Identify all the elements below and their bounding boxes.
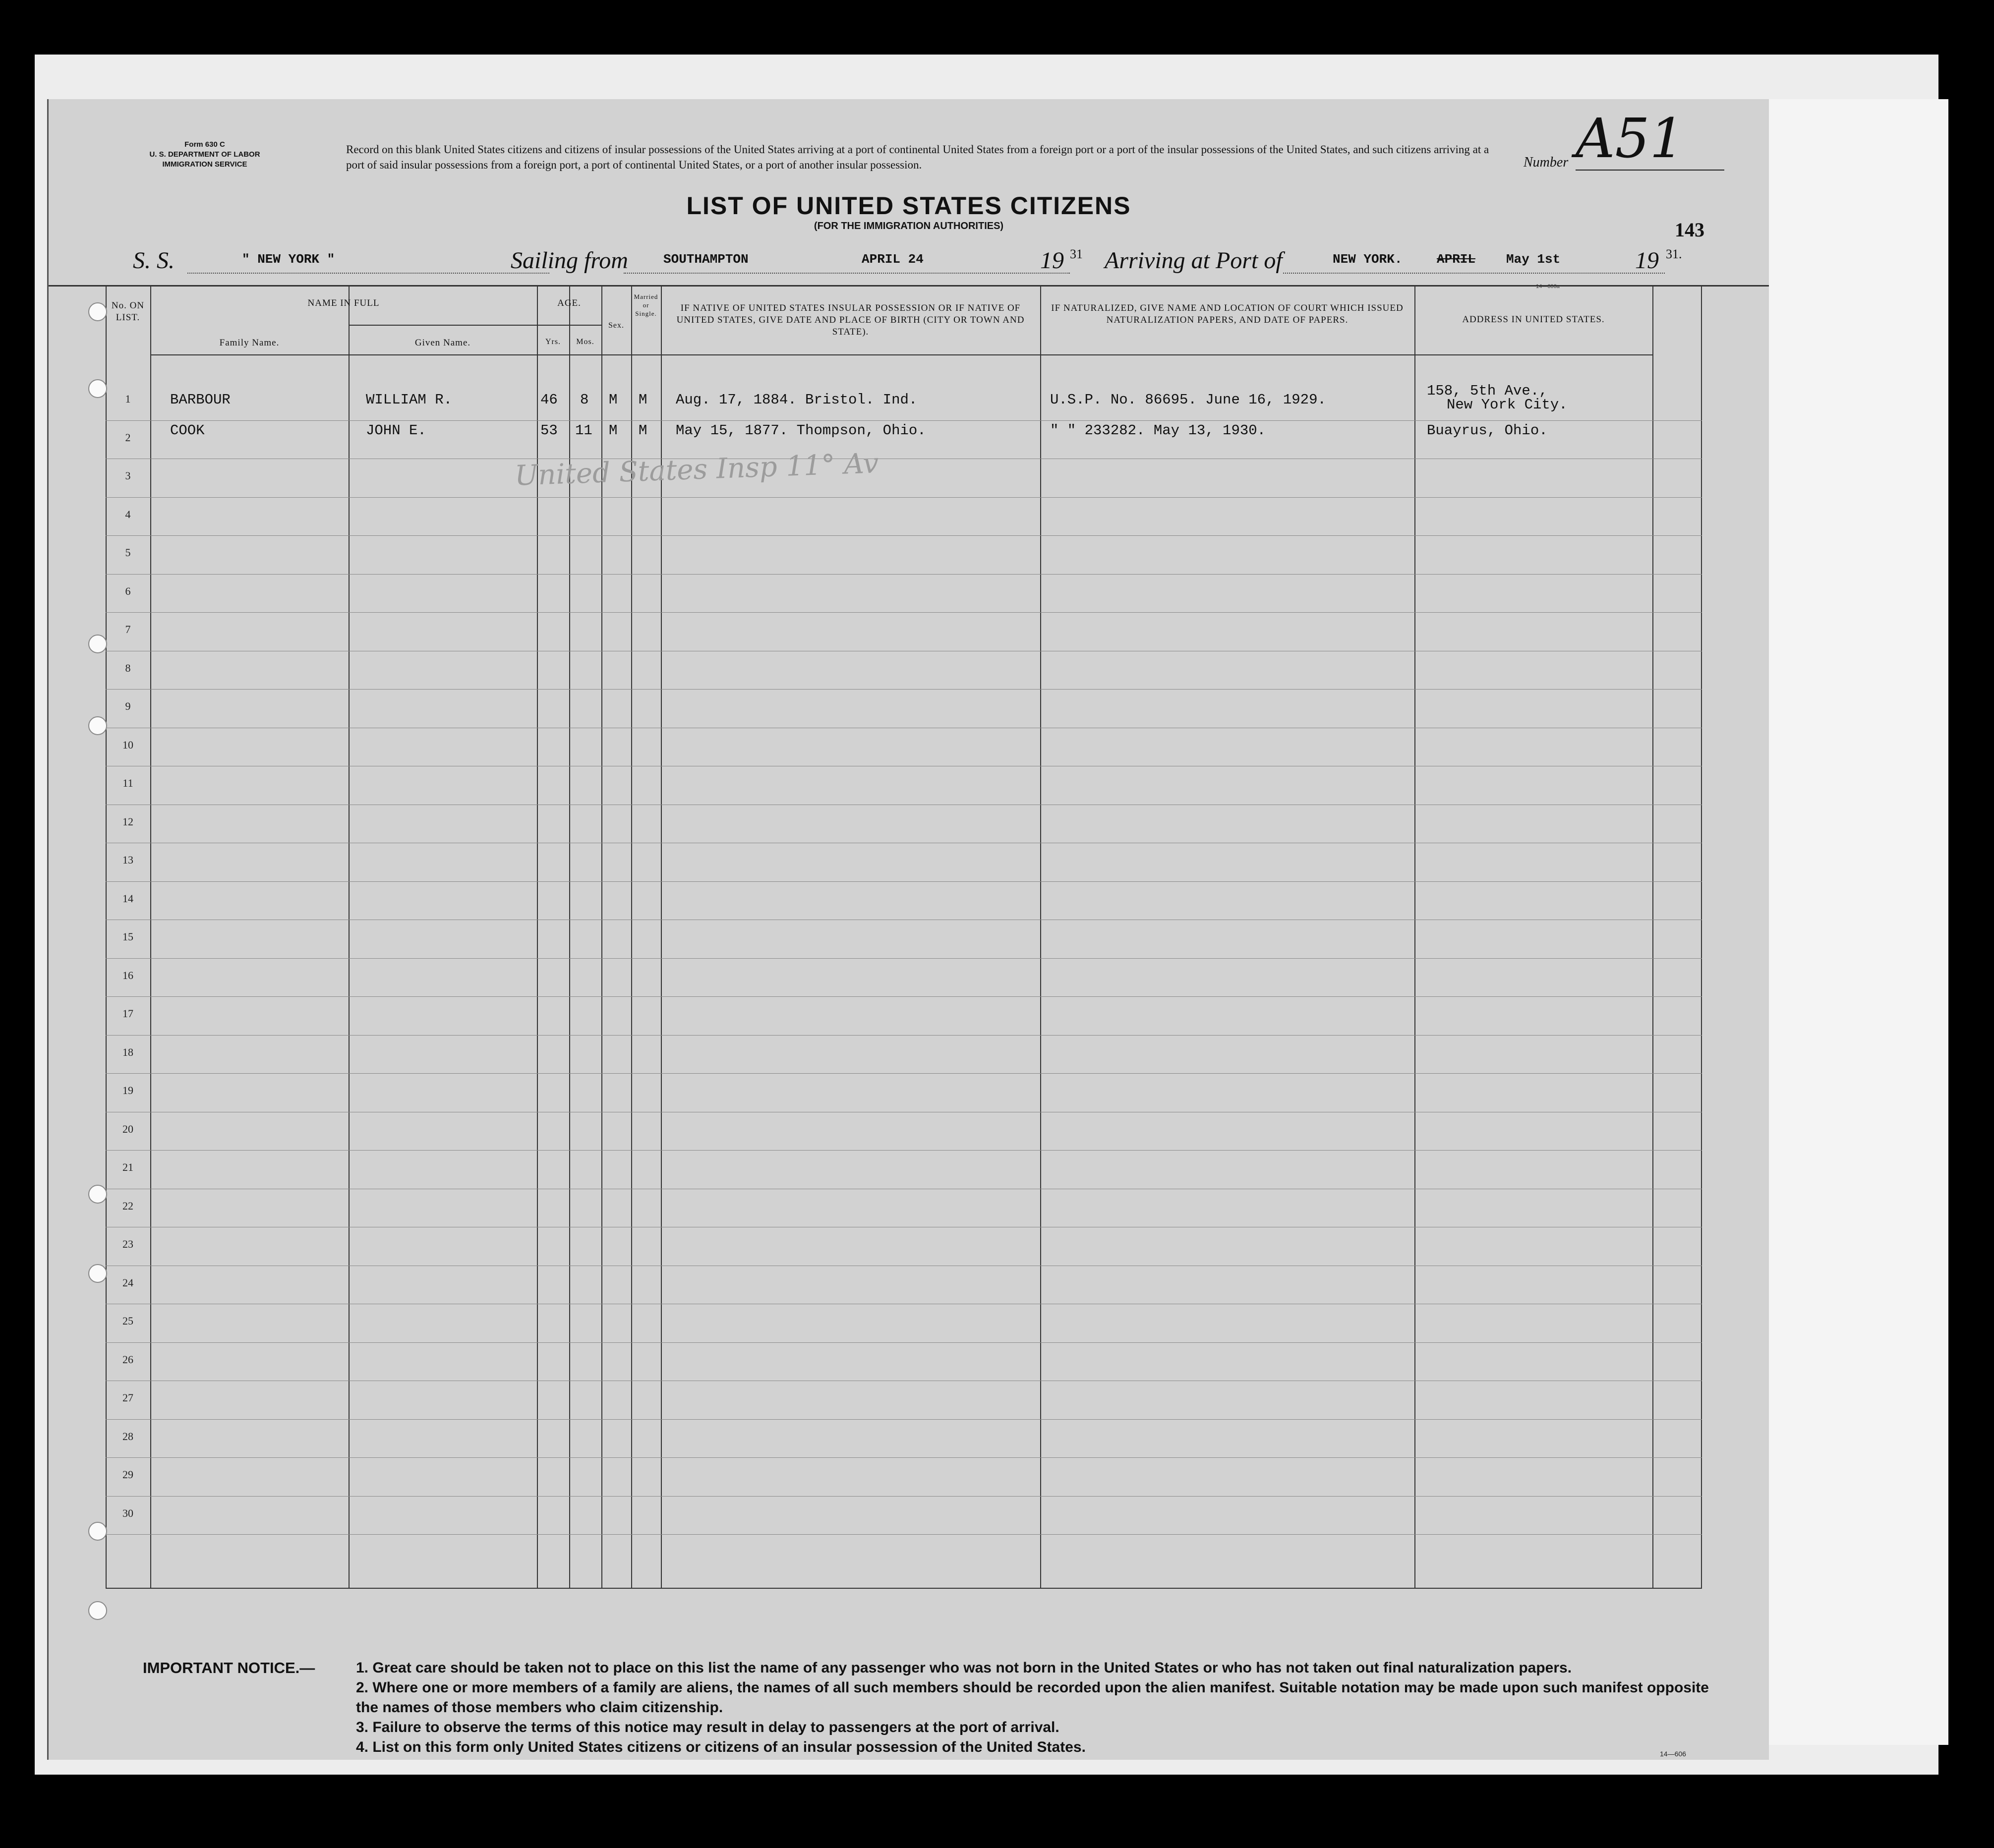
row-rule (106, 497, 1702, 498)
row-rule (106, 881, 1702, 882)
address-line-1: Buayrus, Ohio. (1427, 422, 1548, 439)
arrival-line (1283, 273, 1665, 274)
important-notice (143, 1658, 1729, 1757)
name-subheader-rule (349, 325, 537, 326)
family-name-cell: COOK (170, 422, 205, 439)
age-yrs-cell: 46 (540, 392, 558, 408)
sailing-label: Sailing from (511, 247, 628, 274)
header-name-in-full: NAME IN FULL (307, 298, 380, 308)
header-given-name: Given Name. (414, 338, 471, 348)
col-divider (349, 285, 350, 1589)
birth-cell: May 15, 1877. Thompson, Ohio. (676, 422, 926, 439)
header-married-single: Married or Single. (634, 293, 658, 317)
row-rule (106, 420, 1702, 421)
notice-item-1: 1. Great care should be taken not to place on this list the name of any passenger who was not born in the United States or who has not taken out final naturalization papers. (356, 1660, 1572, 1676)
row-number: 4 (125, 508, 131, 520)
row-rule (106, 1496, 1702, 1497)
arriving-label: Arriving at Port of (1105, 247, 1283, 274)
notice-item-3: 3. Failure to observe the terms of this notice may result in delay to passengers at the port of arrival. (356, 1719, 1059, 1735)
row-number: 24 (122, 1276, 133, 1289)
arrival-year: 31. (1666, 247, 1682, 261)
row-number: 2 (125, 431, 131, 444)
row-number: 9 (125, 700, 131, 712)
binder-hole (88, 1522, 107, 1541)
row-number: 7 (125, 623, 131, 635)
row-rule (106, 1073, 1702, 1074)
family-name-cell: BARBOUR (170, 392, 231, 408)
arrival-port: NEW YORK. (1333, 252, 1403, 267)
row-number: 14 (122, 892, 133, 905)
notice-label: IMPORTANT NOTICE.— (143, 1659, 315, 1676)
header-bottom-rule (150, 354, 1652, 355)
notice-item-2: 2. Where one or more members of a family are aliens, the names of all such members should be recorded upon the alien manifest. Suitable notation may be made upon such manifest opposite the names of those members who claim citizenship. (356, 1679, 1709, 1716)
arrival-date: May 1st (1506, 252, 1561, 267)
row-rule (106, 535, 1702, 536)
naturalization-cell: U.S.P. No. 86695. June 16, 1929. (1050, 392, 1326, 408)
binder-hole (88, 379, 107, 398)
sex-cell: M (609, 422, 618, 439)
col-divider (1414, 285, 1415, 1589)
page-number: 143 (1675, 219, 1704, 241)
manifest-page (47, 99, 1769, 1760)
footer-code: 14—606 (1660, 1750, 1686, 1758)
row-number: 10 (122, 738, 133, 751)
sailing-line (624, 273, 1070, 274)
row-number: 23 (122, 1238, 133, 1250)
row-number: 13 (122, 854, 133, 866)
col-divider (150, 285, 151, 1589)
form-number: Form 630 C (184, 140, 225, 149)
married-cell: M (639, 392, 647, 408)
given-name-cell: JOHN E. (366, 422, 426, 439)
birth-cell: Aug. 17, 1884. Bristol. Ind. (676, 392, 918, 408)
header-mos: Mos. (576, 338, 594, 346)
handwritten-inspector-note: United States Insp 11° Av (514, 447, 880, 492)
manifest-table (106, 285, 1702, 1589)
married-cell: M (639, 422, 647, 439)
notice-item-4: 4. List on this form only United States citizens or citizens of an insular possession of the United States. (356, 1739, 1086, 1755)
row-number: 25 (122, 1315, 133, 1327)
ship-name: " NEW YORK " (242, 252, 335, 267)
form-id (116, 140, 294, 170)
row-number: 15 (122, 930, 133, 943)
sex-cell: M (609, 392, 618, 408)
arrival-year-prefix: 19 (1635, 247, 1659, 274)
header-birth: IF NATIVE OF UNITED STATES INSULAR POSSESSION OR IF NATIVE OF UNITED STATES, GIVE DATE AND PLACE OF BIRTH (CITY OR TOWN AND STATE). (676, 303, 1025, 337)
sailing-year-prefix: 19 (1040, 247, 1064, 274)
ship-line (187, 273, 549, 274)
address-line-2: New York City. (1447, 397, 1568, 413)
row-rule (106, 958, 1702, 959)
row-number: 12 (122, 815, 133, 828)
header-naturalization: IF NATURALIZED, GIVE NAME AND LOCATION OF COURT WHICH ISSUED NATURALIZATION PAPERS, AND DATE OF PAPERS. (1051, 303, 1404, 325)
row-number: 16 (122, 969, 133, 982)
col-divider (1652, 285, 1653, 1589)
col-divider (1040, 285, 1041, 1589)
row-number: 27 (122, 1391, 133, 1404)
row-number: 18 (122, 1045, 133, 1058)
notice-items (143, 1658, 1729, 1757)
row-number: 3 (125, 469, 131, 482)
naturalization-cell: " " 233282. May 13, 1930. (1050, 422, 1266, 439)
ss-label: S. S. (133, 247, 175, 274)
age-mos-cell: 8 (580, 392, 589, 408)
age-yrs-cell: 53 (540, 422, 558, 439)
header-yrs: Yrs. (545, 338, 561, 346)
row-rule (106, 1035, 1702, 1036)
row-number: 6 (125, 584, 131, 597)
row-number: 11 (122, 777, 133, 789)
row-number: 8 (125, 661, 131, 674)
row-number: 20 (122, 1122, 133, 1135)
row-rule (106, 689, 1702, 690)
header-address: ADDRESS IN UNITED STATES. (1462, 314, 1605, 325)
number-underline (1576, 170, 1724, 171)
row-number: 26 (122, 1353, 133, 1366)
row-number: 28 (122, 1430, 133, 1443)
number-label: Number (1524, 155, 1569, 170)
row-rule (106, 574, 1702, 575)
given-name-cell: WILLIAM R. (366, 392, 453, 408)
binder-hole (88, 1185, 107, 1204)
row-number: 29 (122, 1468, 133, 1481)
row-number: 21 (122, 1161, 133, 1173)
binder-hole (88, 302, 107, 321)
row-number: 5 (125, 546, 131, 559)
row-rule (106, 1534, 1702, 1535)
age-mos-cell: 11 (575, 422, 592, 439)
list-number: A51 (1576, 107, 1685, 170)
header-no-on-list: No. ON LIST. (111, 300, 145, 323)
binder-hole (88, 635, 107, 653)
service-name: IMMIGRATION SERVICE (162, 160, 247, 169)
binder-hole (88, 1601, 107, 1620)
sailing-year: 31 (1070, 247, 1083, 261)
row-number: 19 (122, 1084, 133, 1097)
row-number: 22 (122, 1199, 133, 1212)
row-rule (106, 1457, 1702, 1458)
address-line-1: 158, 5th Ave., (1427, 383, 1548, 399)
row-rule (106, 1342, 1702, 1343)
row-rule (106, 1419, 1702, 1420)
row-rule (106, 996, 1702, 997)
instruction-text: Record on this blank United States citizens and citizens of insular possessions of the United States arriving at a port of continental United States from a foreign port or a port of the insular possessions of the United States, and such citizens arriving at a port of said insular possessions from a foreign port, a port of continental United States, or a port of another insular possession. (346, 143, 1489, 171)
sailing-date: APRIL 24 (862, 252, 924, 267)
header-sex: Sex. (608, 321, 624, 330)
page-subtitle: (FOR THE IMMIGRATION AUTHORITIES) (814, 221, 1004, 231)
binder-hole (88, 716, 107, 735)
department-name: U. S. DEPARTMENT OF LABOR (149, 150, 260, 159)
row-rule (106, 612, 1702, 613)
age-subheader-rule (537, 325, 601, 326)
arrival-month-struck: APRIL (1437, 252, 1476, 267)
row-number: 1 (125, 393, 131, 405)
header-age: AGE. (557, 298, 581, 308)
page-title: LIST OF UNITED STATES CITIZENS (686, 192, 1131, 220)
sailing-port: SOUTHAMPTON (663, 252, 749, 267)
row-number: 30 (122, 1506, 133, 1519)
print-code: 14—606a (1536, 284, 1560, 289)
row-number: 17 (122, 1007, 133, 1020)
right-sheet-edge (1760, 99, 1948, 1745)
row-rule (106, 1150, 1702, 1151)
header-family-name: Family Name. (219, 338, 280, 348)
binder-hole (88, 1264, 107, 1283)
